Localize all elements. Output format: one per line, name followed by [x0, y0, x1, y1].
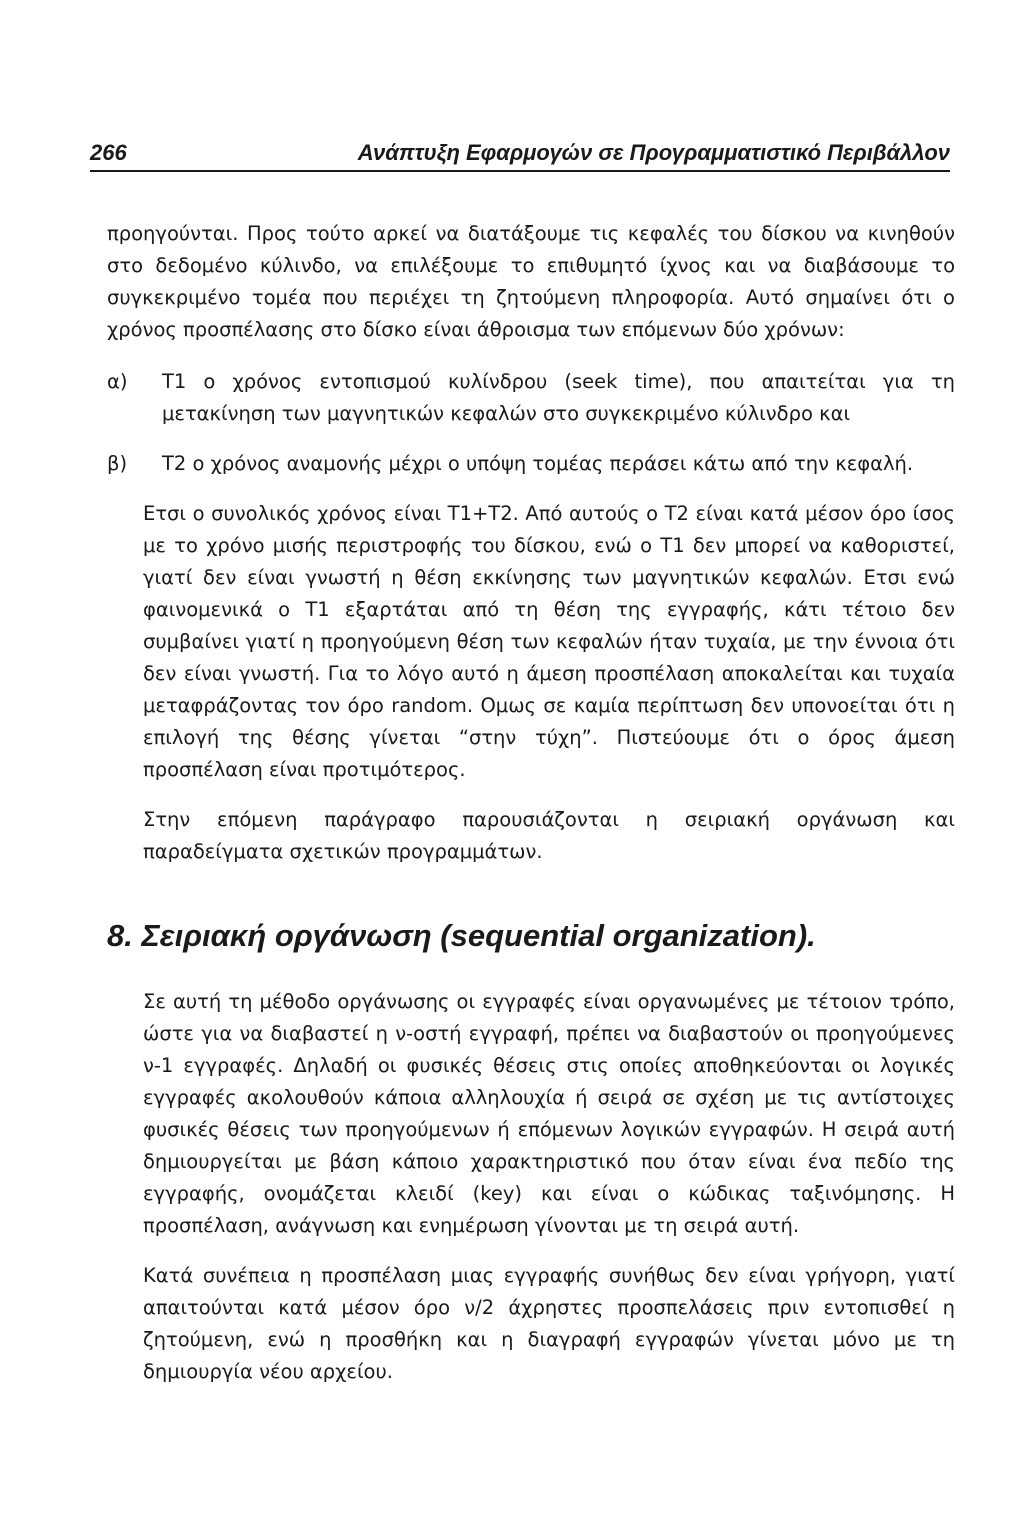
section-heading: 8. Σειριακή οργάνωση (sequential organization).	[107, 918, 816, 953]
paragraph: Σε αυτή τη μέθοδο οργάνωσης οι εγγραφές είναι οργανωμένες με τέτοιον τρόπο, ώστε για να διαβαστεί η ν-οστή εγγραφή, πρέπει να διαβαστούν οι προηγούμενες ν-1 εγγραφές. Δηλαδή οι φυσικές θέσεις στις οποίες αποθηκεύονται οι λογικές εγγραφές ακολουθούν κάποια αλληλουχία ή σειρά σε σχέση με τις αντίστοιχες φυσικές θέσεις των προηγούμενων ή επόμενων λογικών εγγραφών. Η σειρά αυτή δημιουργείται με βάση κάποιο χαρακτηριστικό που όταν είναι ένα πεδίο της εγγραφής, ονομάζεται κλειδί (key) και είναι ο κώδικας ταξινόμησης. Η προσπέλαση, ανάγνωση και ενημέρωση γίνονται με τη σειρά αυτή.	[143, 990, 955, 1237]
paragraph: Στην επόμενη παράγραφο παρουσιάζονται η σειριακή οργάνωση και παραδείγματα σχετικών προγραμμάτων.	[143, 808, 955, 863]
list-item-text: Τ2 ο χρόνος αναμονής μέχρι ο υπόψη τομέας περάσει κάτω από την κεφαλή.	[162, 452, 914, 475]
paragraph: Ετσι ο συνολικός χρόνος είναι Τ1+Τ2. Από αυτούς ο Τ2 είναι κατά μέσον όρο ίσος με το χρόνο μισής περιστροφής του δίσκου, ενώ ο Τ1 δεν μπορεί να καθοριστεί, γιατί δεν είναι γνωστή η θέση εκκίνησης των μαγνητικών κεφαλών. Ετσι ενώ φαινομενικά ο Τ1 εξαρτάται από τη θέση της εγγραφής, κάτι τέτοιο δεν συμβαίνει γιατί η προηγούμενη θέση των κεφαλών ήταν τυχαία, με την έννοια ότι δεν είναι γνωστή. Για το λόγο αυτό η άμεση προσπέλαση αποκαλείται και τυχαία μεταφράζοντας τον όρο random. Ομως σε καμία περίπτωση δεν υπονοείται ότι η επιλογή της θέσης γίνεται “στην τύχη”. Πιστεύουμε ότι ο όρος άμεση προσπέλαση είναι προτιμότερος.	[143, 502, 955, 781]
list-item-text: Τ1 ο χρόνος εντοπισμού κυλίνδρου (seek time), που απαιτείται για τη μετακίνηση των μαγνητικών κεφαλών στο συγκεκριμένο κύλινδρο και	[162, 370, 955, 425]
running-title: Ανάπτυξη Εφαρμογών σε Προγραμματιστικό Περιβάλλον	[357, 140, 950, 165]
page-number: 266	[90, 140, 127, 165]
paragraph: Κατά συνέπεια η προσπέλαση μιας εγγραφής συνήθως δεν είναι γρήγορη, γιατί απαιτούνται κατά μέσον όρο ν/2 άχρηστες προσπελάσεις πριν εντοπισθεί η ζητούμενη, ενώ η προσθήκη και η διαγραφή εγγραφών γίνεται μόνο με τη δημιουργία νέου αρχείου.	[143, 1264, 955, 1383]
running-header	[90, 140, 950, 172]
list-marker: α)	[107, 370, 128, 393]
page-content	[107, 218, 955, 1388]
list-item	[107, 366, 955, 430]
intro-paragraph: προηγούνται. Προς τούτο αρκεί να διατάξουμε τις κεφαλές του δίσκου να κινηθούν στο δεδομένο κύλινδο, να επιλέξουμε το επιθυμητό ίχνος και να διαβάσουμε το συγκεκριμένο τομέα που περιέχει τη ζητούμενη πληροφορία. Αυτό σημαίνει ότι ο χρόνος προσπέλασης στο δίσκο είναι άθροισμα των επόμενων δύο χρόνων:	[107, 222, 955, 341]
list-item	[107, 448, 955, 480]
list-marker: β)	[107, 452, 128, 475]
